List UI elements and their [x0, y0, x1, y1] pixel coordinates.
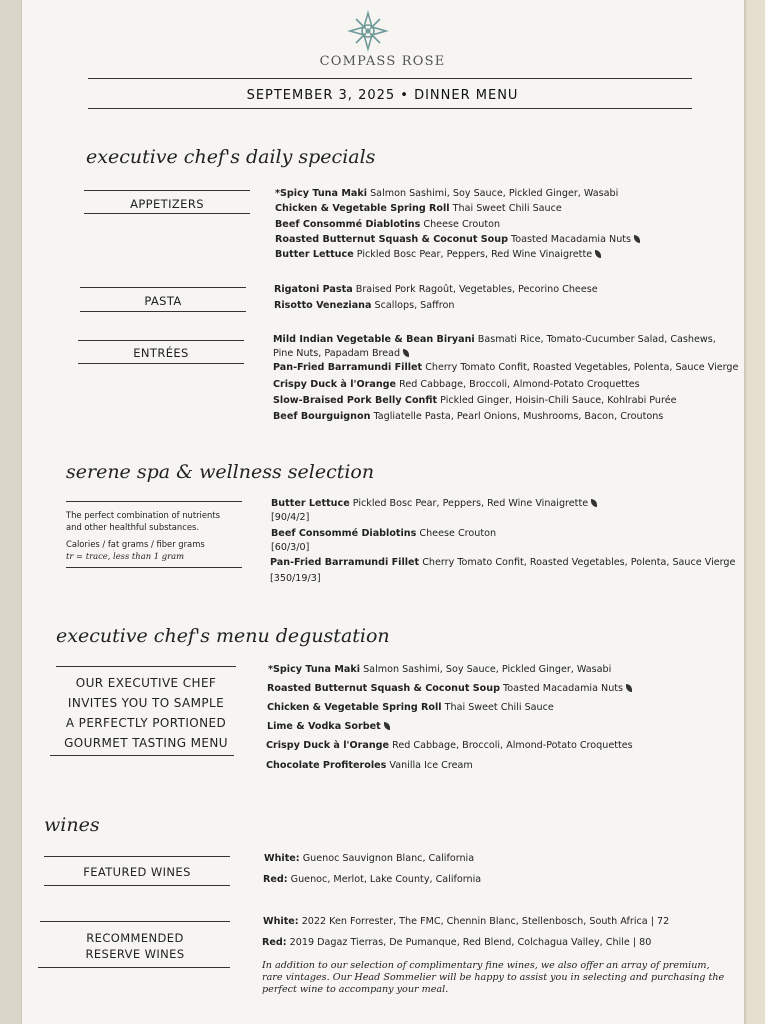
nutrition-stats: [350/19/3]	[270, 573, 321, 584]
menu-item: Rigatoni Pasta Braised Pork Ragoût, Vegetables, Pecorino Cheese	[274, 284, 598, 295]
wine-item: White: 2022 Ken Forrester, The FMC, Chennin Blanc, Stellenbosch, South Africa | 72	[263, 916, 670, 927]
menu-item: Slow-Braised Pork Belly Confit Pickled Ginger, Hoisin-Chili Sauce, Kohlrabi Purée	[273, 395, 677, 406]
category-label-featured-wines: FEATURED WINES	[83, 865, 191, 879]
label-rule	[84, 190, 250, 191]
label-rule	[80, 311, 246, 312]
menu-item: *Spicy Tuna Maki Salmon Sashimi, Soy Sauce, Pickled Ginger, Wasabi	[275, 188, 619, 199]
menu-item: Beef Consommé Diablotins Cheese Crouton	[271, 528, 497, 539]
section-title-spa: serene spa & wellness selection	[66, 461, 375, 483]
menu-item: Pan-Fried Barramundi Fillet Cherry Tomato Confit, Roasted Vegetables, Polenta, Sauce Vierge	[270, 557, 736, 568]
header-rule-top	[88, 78, 692, 79]
nutrition-stats: [60/3/0]	[271, 542, 310, 553]
label-rule	[66, 501, 242, 502]
label-rule	[84, 213, 250, 214]
menu-item-continued: Pine Nuts, Papadam Bread	[273, 348, 409, 360]
label-rule	[66, 567, 242, 568]
wine-item: Red: Guenoc, Merlot, Lake County, California	[263, 874, 482, 885]
section-title-daily-specials: executive chef's daily specials	[86, 146, 376, 168]
menu-item: Pan-Fried Barramundi Fillet Cherry Tomato Confit, Roasted Vegetables, Polenta, Sauce Vierge	[273, 362, 739, 373]
menu-item: Beef Bourguignon Tagliatelle Pasta, Pearl Onions, Mushrooms, Bacon, Croutons	[273, 411, 664, 422]
label-rule	[78, 340, 244, 341]
category-label-appetizers: APPETIZERS	[130, 197, 204, 211]
page-title: SEPTEMBER 3, 2025 • DINNER MENU	[246, 88, 519, 103]
menu-item: Lime & Vodka Sorbet	[267, 721, 390, 733]
menu-item: Chicken & Vegetable Spring Roll Thai Sweet Chili Sauce	[267, 702, 554, 713]
category-label-entrees: ENTRÉES	[133, 346, 189, 360]
nutrition-stats: [90/4/2]	[271, 512, 310, 523]
leaf-icon	[403, 349, 409, 357]
category-label-reserve-wines: RECOMMENDED RESERVE WINES	[85, 931, 185, 961]
menu-item: Butter Lettuce Pickled Bosc Pear, Peppers, Red Wine Vinaigrette	[271, 498, 597, 510]
brand-name: COMPASS ROSE	[319, 54, 446, 69]
menu-item: Crispy Duck à l'Orange Red Cabbage, Broccoli, Almond-Potato Croquettes	[273, 379, 640, 390]
menu-item: Risotto Veneziana Scallops, Saffron	[274, 300, 455, 311]
spa-note: The perfect combination of nutrients and other healthful substances. Calories / fat grams / fiber grams tr = trace, less than 1 gram	[66, 510, 220, 561]
compass-rose-icon	[347, 10, 389, 52]
label-rule	[40, 921, 230, 922]
label-rule	[44, 885, 230, 886]
menu-item: Butter Lettuce Pickled Bosc Pear, Peppers, Red Wine Vinaigrette	[275, 249, 601, 261]
menu-item: Mild Indian Vegetable & Bean Biryani Basmati Rice, Tomato-Cucumber Salad, Cashews,	[273, 334, 716, 345]
section-title-wines: wines	[44, 814, 100, 836]
label-rule	[44, 856, 230, 857]
tasting-menu-invite: OUR EXECUTIVE CHEF INVITES YOU TO SAMPLE A PERFECTLY PORTIONED GOURMET TASTING MENU	[64, 676, 228, 750]
leaf-icon	[634, 235, 640, 243]
label-rule	[50, 755, 234, 756]
leaf-icon	[384, 722, 390, 730]
leaf-icon	[595, 250, 601, 258]
menu-item: Crispy Duck à l'Orange Red Cabbage, Broccoli, Almond-Potato Croquettes	[266, 740, 633, 751]
wine-item: Red: 2019 Dagaz Tierras, De Pumanque, Red Blend, Colchagua Valley, Chile | 80	[262, 937, 652, 948]
leaf-icon	[591, 499, 597, 507]
label-rule	[78, 363, 244, 364]
menu-item: Roasted Butternut Squash & Coconut Soup Toasted Macadamia Nuts	[267, 683, 632, 695]
label-rule	[38, 967, 230, 968]
menu-item: Chocolate Profiteroles Vanilla Ice Cream	[266, 760, 473, 771]
label-rule	[56, 666, 236, 667]
menu-item: *Spicy Tuna Maki Salmon Sashimi, Soy Sauce, Pickled Ginger, Wasabi	[268, 664, 612, 675]
menu-item: Roasted Butternut Squash & Coconut Soup Toasted Macadamia Nuts	[275, 234, 640, 246]
section-title-degustation: executive chef's menu degustation	[56, 625, 390, 647]
category-label-pasta: PASTA	[144, 294, 182, 308]
header-rule-bottom	[88, 108, 692, 109]
leaf-icon	[626, 684, 632, 692]
label-rule	[80, 287, 246, 288]
menu-binding	[747, 0, 765, 1024]
menu-item: Beef Consommé Diablotins Cheese Crouton	[275, 219, 501, 230]
menu-item: Chicken & Vegetable Spring Roll Thai Sweet Chili Sauce	[275, 203, 562, 214]
sommelier-note: In addition to our selection of complimentary fine wines, we also offer an array of premium, rare vintages. Our Head Sommelier will be happy to assist you in selecting and purchasing the perfect wine to accompany your meal.	[262, 960, 725, 995]
wine-item: White: Guenoc Sauvignon Blanc, California	[264, 853, 475, 864]
